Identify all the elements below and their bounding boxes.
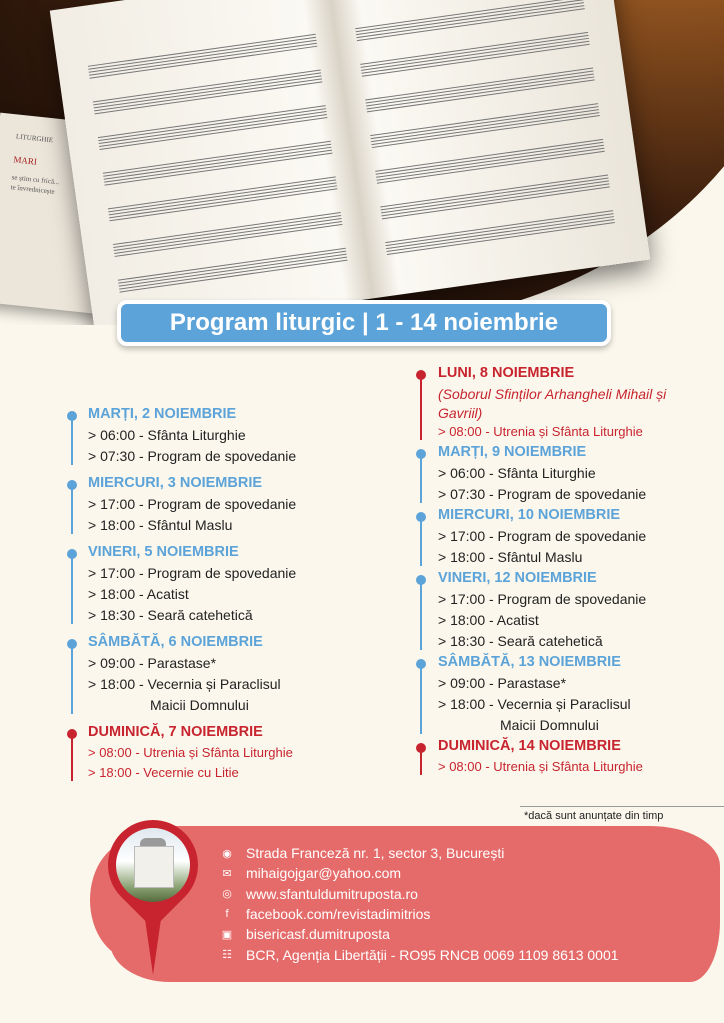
bank-icon: ☷ — [222, 949, 232, 961]
timeline-line — [420, 517, 422, 566]
staff-line — [99, 111, 327, 144]
schedule-item: > 18:00 - Acatist — [438, 612, 539, 628]
day-heading: MARȚI, 2 NOIEMBRIE — [88, 406, 237, 422]
schedule-item: > 09:00 - Parastase* — [88, 655, 217, 671]
schedule-item: > 18:00 - Acatist — [88, 586, 189, 602]
day-heading: VINERI, 5 NOIEMBRIE — [88, 544, 239, 560]
staff-line — [366, 73, 594, 106]
staff-line — [94, 75, 322, 108]
timeline-line — [71, 416, 73, 465]
location-icon: ◉ — [222, 847, 232, 860]
day-heading: MIERCURI, 3 NOIEMBRIE — [88, 475, 263, 491]
timeline-line — [71, 644, 73, 714]
day-heading: VINERI, 12 NOIEMBRIE — [438, 570, 597, 586]
staff-line — [99, 114, 327, 147]
staff-line — [371, 106, 599, 139]
footnote-divider — [520, 806, 724, 807]
staff-line — [361, 41, 589, 74]
day-heading: MARȚI, 9 NOIEMBRIE — [438, 444, 587, 460]
feast-note: (Soborul Sfinților Arhangheli Mihail și — [438, 386, 667, 402]
timeline-line — [71, 734, 73, 781]
schedule-item: > 17:00 - Program de spovedanie — [88, 565, 297, 581]
staff-line — [387, 222, 615, 255]
schedule-item: > 08:00 - Utrenia și Sfânta Liturghie — [438, 759, 643, 774]
contact-row[interactable] — [220, 884, 418, 904]
header-photo — [0, 0, 724, 325]
staff-line — [356, 5, 584, 38]
staff-line — [114, 221, 342, 254]
schedule-item: > 06:00 - Sfânta Liturghie — [438, 465, 596, 481]
schedule-item: > 09:00 - Parastase* — [438, 675, 567, 691]
schedule-item: > 08:00 - Utrenia și Sfânta Liturghie — [88, 745, 293, 760]
feast-note: Gavriil) — [438, 405, 483, 421]
schedule-item: > 06:00 - Sfânta Liturghie — [88, 427, 246, 443]
schedule-item: > 17:00 - Program de spovedanie — [438, 591, 647, 607]
contact-row — [220, 843, 504, 863]
staff-line — [120, 260, 348, 293]
schedule-item: Maicii Domnului — [150, 697, 249, 713]
staff-line — [366, 70, 594, 103]
timeline-line — [420, 748, 422, 775]
day-heading: SÂMBĂTĂ, 6 NOIEMBRIE — [88, 634, 263, 650]
staff-line — [109, 185, 337, 218]
contact-row — [220, 945, 619, 965]
day-heading: DUMINICĂ, 14 NOIEMBRIE — [438, 738, 621, 754]
staff-line — [113, 215, 341, 248]
title-bar — [117, 300, 611, 346]
side-book-text: se știm cu frică... te învrednicește — [10, 173, 60, 196]
timeline-line — [71, 485, 73, 534]
contact-row[interactable] — [220, 863, 401, 883]
staff-line — [118, 251, 346, 284]
staff-line — [381, 180, 609, 213]
staff-line — [89, 40, 317, 73]
staff-line — [98, 108, 326, 141]
staff-line — [376, 142, 604, 175]
staff-line — [387, 219, 615, 252]
staff-line — [114, 218, 342, 251]
staff-line — [94, 78, 322, 111]
church-building — [134, 846, 174, 888]
staff-line — [381, 183, 609, 216]
schedule-item: Maicii Domnului — [500, 717, 599, 733]
timeline-line — [420, 664, 422, 734]
contact-text: Strada Franceză nr. 1, sector 3, București — [246, 845, 505, 861]
schedule-item: > 18:00 - Vecernie cu Litie — [88, 765, 239, 780]
contact-row[interactable] — [220, 904, 430, 924]
staff-line — [361, 35, 589, 68]
page-title: Program liturgic | 1 - 14 noiembrie — [169, 309, 559, 336]
schedule-item: > 18:30 - Seară catehetică — [438, 633, 603, 649]
timeline-line — [420, 375, 422, 440]
schedule-item: > 18:00 - Sfântul Maslu — [438, 549, 583, 565]
email-icon: ✉ — [222, 867, 232, 880]
instagram-icon: ▣ — [221, 928, 233, 941]
schedule-item: > 08:00 - Utrenia și Sfânta Liturghie — [438, 424, 643, 439]
staff-line — [386, 213, 614, 246]
staff-line — [89, 43, 317, 76]
day-heading: LUNI, 8 NOIEMBRIE — [438, 365, 575, 381]
schedule-item: > 07:30 - Program de spovedanie — [438, 486, 647, 502]
staff-line — [386, 216, 614, 249]
schedule-item: > 17:00 - Program de spovedanie — [438, 528, 647, 544]
timeline-line — [420, 454, 422, 503]
facebook-icon: f — [225, 907, 229, 920]
schedule-item: > 18:30 - Seară catehetică — [88, 607, 253, 623]
staff-line — [119, 254, 347, 287]
staff-line — [104, 150, 332, 183]
staff-line — [109, 182, 337, 215]
contact-text: facebook.com/revistadimitrios — [246, 905, 431, 922]
staff-line — [356, 0, 584, 32]
staff-line — [361, 38, 589, 71]
staff-line — [108, 179, 336, 212]
contact-text: BCR, Agenția Libertății - RO95 RNCB 0069 1109 8613 0001 — [246, 946, 619, 963]
day-heading: DUMINICĂ, 7 NOIEMBRIE — [88, 724, 263, 740]
side-book-red-label: MARI — [13, 154, 38, 167]
schedule-item: > 17:00 - Program de spovedanie — [88, 496, 297, 512]
staff-line — [366, 76, 594, 109]
day-heading: MIERCURI, 10 NOIEMBRIE — [438, 507, 621, 523]
staff-line — [356, 2, 584, 35]
timeline-line — [420, 580, 422, 650]
footnote: *dacă sunt anunțate din timp — [524, 810, 664, 822]
contact-row[interactable] — [220, 924, 390, 944]
schedule-item: > 18:00 - Vecernia și Paraclisul — [438, 696, 631, 712]
staff-line — [119, 257, 347, 290]
staff-line — [104, 147, 332, 180]
contact-text: mihaigojgar@yahoo.com — [246, 865, 402, 882]
side-book-label: LITURGHIE — [15, 132, 54, 145]
staff-line — [381, 177, 609, 210]
staff-line — [371, 109, 599, 142]
church-photo — [116, 828, 190, 902]
day-heading: SÂMBĂTĂ, 13 NOIEMBRIE — [438, 654, 621, 670]
schedule-item: > 07:30 - Program de spovedanie — [88, 448, 297, 464]
contact-text: bisericasf.dumitruposta — [246, 926, 390, 943]
staff-line — [88, 37, 316, 70]
globe-icon: ◎ — [222, 888, 232, 901]
contact-text: www.sfantuldumitruposta.ro — [246, 885, 418, 902]
staff-line — [376, 148, 604, 181]
schedule-item: > 18:00 - Sfântul Maslu — [88, 517, 233, 533]
timeline-line — [71, 554, 73, 624]
schedule-item: > 18:00 - Vecernia și Paraclisul — [88, 676, 281, 692]
staff-line — [376, 145, 604, 178]
staff-line — [93, 72, 321, 105]
staff-line — [103, 144, 331, 177]
staff-line — [371, 112, 599, 145]
